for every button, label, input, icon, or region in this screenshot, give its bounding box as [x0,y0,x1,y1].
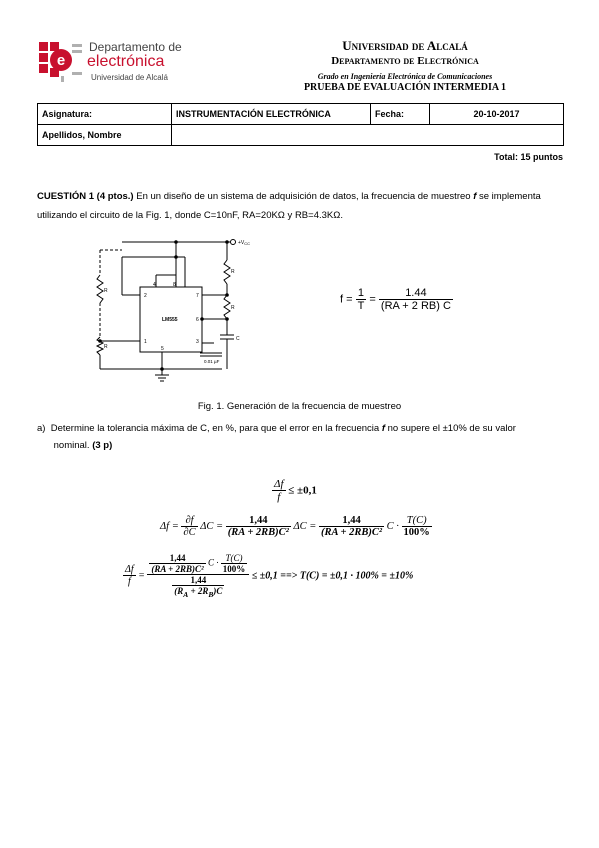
eq3-pct: 100% [222,564,246,574]
question-text-line2: utilizando el circuito de la Fig. 1, donde C=10nF, RA=20KΩ y RB=4.3KΩ. [37,210,343,221]
exam-title: PRUEBA DE EVALUACIÓN INTERMEDIA 1 [303,82,507,93]
cap-label: C [236,336,240,342]
eq2-pct: 100% [403,527,430,538]
item-a [37,420,567,454]
department-title: Departamento de Electrónica [331,55,479,67]
question-text-a: En un diseño de un sistema de adquisición de datos, la frecuencia de muestreo [136,191,471,202]
cap2-label: 0.01 µF [204,359,220,364]
pin-7: 7 [196,293,199,299]
pin-3: 3 [196,339,199,345]
degree-title: Grado en Ingeniería Electrónica de Comunicaciones [317,72,493,81]
frequency-formula [340,287,453,312]
figure-caption: Fig. 1. Generación de la frecuencia de muestreo [197,401,402,412]
date-label: Fecha: [371,104,430,125]
logo-line3: Universidad de Alcalá [91,73,168,82]
item-a-text-f: f [381,423,385,434]
eq3-den-a: (RA + 2RB)C² [151,564,204,574]
item-a-label: a) [37,423,46,434]
question-statement [37,187,567,225]
pin-6: 6 [196,317,199,323]
name-field[interactable] [172,125,564,146]
department-logo [37,38,187,84]
eq2-tc: T(C) [402,515,432,527]
eq3-const-b: 1,44 [172,575,224,586]
lm555-circuit-diagram [92,235,262,385]
item-a-text-a: Determine la tolerancia máxima de C, en %, para que el error en la frecuencia [50,423,380,434]
eq3-const-a: 1,44 [149,553,205,564]
eq1-rhs: ≤ ±0,1 [288,484,317,497]
rl-label: R [104,288,108,294]
solution-eq1: $\frac{\Delta f}{f}$ ≤ ±0,1 [274,478,317,503]
formula-num: 1.44 [379,287,453,300]
rl2-label: R [104,344,108,350]
item-a-text-b: no supere el ±10% de su valor [387,423,516,434]
logo-line1: Departamento de [89,40,182,54]
svg-text:e: e [56,52,66,69]
formula-lhs: f = [340,293,353,306]
pin-2: 2 [144,293,147,299]
subject-label: Asignatura: [38,104,172,125]
solution-eq2: Δf = $\frac{\partial f}{\partial C}$ ΔC = $\frac{1,44}{\text{(RA + 2RB)C²}}$ ΔC = $\frac{1,44}{\text{(RA + 2RB)C²}}$ C · $\frac{T(C)}{100\%}$ [160,515,430,538]
subject-value: INSTRUMENTACIÓN ELECTRÓNICA [172,104,371,125]
rb-label: R [231,305,235,311]
question-text-b: se implementa [479,191,541,202]
logo-mark-icon [37,38,87,84]
logo-line2: electrónica [87,53,165,70]
total-points: Total: 15 puntos [494,152,563,162]
item-a-text-line2: nominal. [53,440,90,451]
pin-8: 8 [173,282,176,288]
student-info-table [37,103,564,146]
eq2-den-b: (RA + 2RB)C² [320,527,383,538]
ra-label: R [231,269,235,275]
pin-1: 1 [144,339,147,345]
question-text-f: f [473,191,477,202]
eq2-den-a: (RA + 2RB)C² [227,527,289,538]
eq3-result: ≤ ±0,1 ==> T(C) = ±0,1 · 100% = ±10% [251,570,414,582]
vcc-label: $+V_{CC}$ [238,240,251,246]
question-label: CUESTIÓN 1 [37,191,95,202]
university-title: Universidad de Alcalá [342,38,468,53]
item-a-points: (3 p) [92,440,113,451]
eq2-const-b: 1,44 [319,515,384,527]
formula-eq: = [369,293,376,306]
question-points: (4 ptos.) [96,191,134,202]
eq2-const-a: 1,44 [226,515,291,527]
pin-4: 4 [153,282,156,288]
name-label: Apellidos, Nombre [38,125,172,146]
chip-label: LM555 [162,317,178,323]
formula-T: T [357,300,365,312]
formula-den: (RA + 2 RB) C [380,300,451,312]
pin-5: 5 [161,346,164,352]
eq3-tc: T(C) [221,553,248,564]
solution-eq3: $\frac{\Delta f}{f}$ = $\frac{1,44}{\text{(RA + 2RB)C²}}$ C · $\frac{T(C)}{100\%}$ $\frac{1,44}{(R_A + 2R_B)C}$ ≤ ±0,1 ==> T(C) = ±0,1 · 100% = ±10% [125,553,414,599]
date-value: 20-10-2017 [430,104,564,125]
formula-one: 1 [356,287,367,300]
